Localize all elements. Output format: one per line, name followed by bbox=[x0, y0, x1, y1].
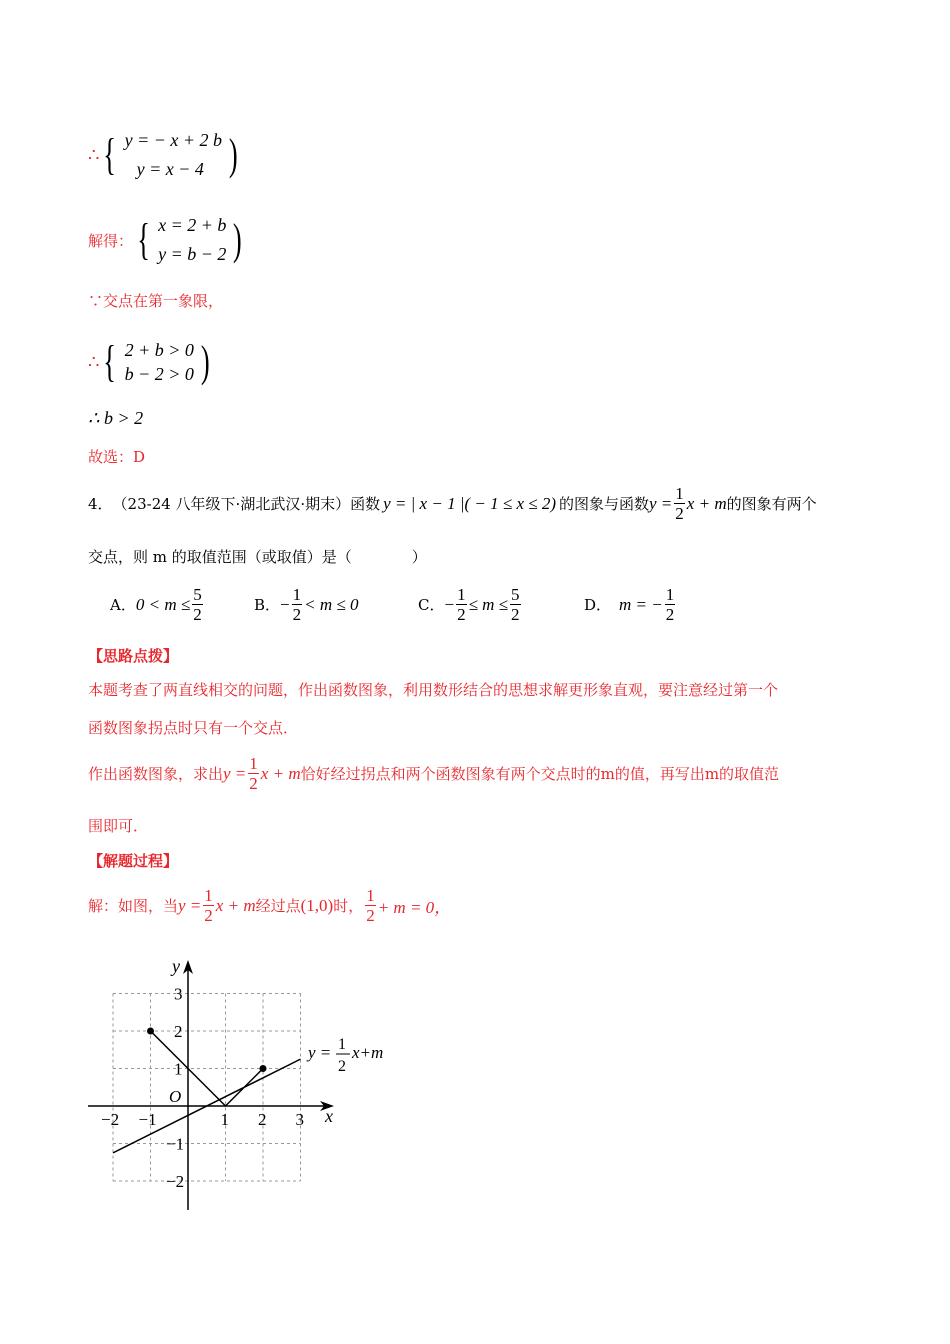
solution-line: 解：如图，当 y = $\frac{1}{2}$ x + m 经过点 (1,0) 时， $\frac{1}{2}$ + m = 0， bbox=[88, 886, 452, 925]
function-2-fraction: $\frac{1}{2}$ bbox=[675, 484, 684, 523]
line-label-num: 1 bbox=[338, 1036, 346, 1053]
therefore-symbol: ∴ bbox=[88, 351, 100, 373]
hint-para-1-line-2: 函数图象拐点时只有一个交点． bbox=[88, 719, 299, 737]
x-tick-label: −2 bbox=[101, 1110, 120, 1129]
endpoint-dot bbox=[147, 1028, 154, 1035]
y-axis-label: y bbox=[172, 956, 180, 976]
y-tick-label: 2 bbox=[174, 1022, 183, 1041]
right-paren: ) bbox=[228, 130, 238, 179]
left-brace: { bbox=[137, 215, 150, 264]
x-axis-label: x bbox=[325, 1106, 333, 1126]
hint-title: 【思路点拨】 bbox=[88, 647, 179, 665]
hint-para-2-line-1: 作出函数图象，求出 y = $\frac{1}{2}$ x + m 恰好经过拐点和两个函数图象有两个交点时的m的值，再写出m的取值范 bbox=[88, 754, 780, 793]
system-1 bbox=[88, 126, 241, 184]
x-tick-label: 2 bbox=[258, 1110, 267, 1129]
therefore-symbol: ∴ bbox=[88, 144, 100, 166]
hint-para-1-line-1: 本题考查了两直线相交的问题，作出函数图象，利用数形结合的思想求解更形象直观，要注意经过第一个 bbox=[88, 681, 779, 699]
conclusion: ∴ b > 2 bbox=[88, 408, 144, 428]
y-tick-label: −1 bbox=[166, 1134, 185, 1154]
function-2-y: y = bbox=[649, 493, 673, 513]
solution-title: 【解题过程】 bbox=[88, 852, 179, 870]
endpoint-dot bbox=[260, 1065, 267, 1072]
question-number: 4． bbox=[88, 495, 113, 513]
y-tick-label: 1 bbox=[174, 1059, 183, 1079]
line-label-y: y = bbox=[308, 1043, 332, 1062]
y-tick-label: 3 bbox=[174, 984, 183, 1004]
equation-1: y = − x + 2 b bbox=[124, 130, 222, 150]
equation-2: y = x − 4 bbox=[136, 159, 204, 179]
x-tick-label: −1 bbox=[138, 1110, 157, 1129]
right-paren: ) bbox=[233, 215, 243, 264]
option-b[interactable]: B． − $\frac{1}{2}$ < m ≤ 0 bbox=[254, 585, 359, 624]
system-3 bbox=[88, 338, 213, 386]
y-tick-label: −2 bbox=[166, 1172, 185, 1191]
line-label-rest: x+m bbox=[352, 1043, 384, 1062]
line-label-den: 2 bbox=[338, 1058, 346, 1075]
option-c[interactable]: C． − $\frac{1}{2}$ ≤ m ≤ $\frac{5}{2}$ bbox=[418, 585, 520, 624]
question-mid: 的图象与函数 bbox=[559, 495, 650, 513]
equation-x: x = 2 + b bbox=[158, 215, 227, 235]
x-tick-label: 1 bbox=[220, 1110, 229, 1129]
solve-label: 解得： bbox=[88, 231, 134, 250]
answer-choice: 故选：D bbox=[88, 448, 146, 466]
inequality-1: 2 + b > 0 bbox=[124, 340, 194, 360]
function-2-rest: x + m bbox=[686, 493, 727, 513]
question-tail: 的图象有两个 bbox=[726, 495, 817, 513]
option-a[interactable]: A． 0 < m ≤ $\frac{5}{2}$ bbox=[110, 585, 202, 624]
left-brace: { bbox=[103, 130, 117, 179]
function-1: y = | x − 1 |( − 1 ≤ x ≤ 2) bbox=[383, 493, 556, 513]
left-brace: { bbox=[103, 337, 117, 386]
hint-para-2-line-2: 围即可． bbox=[88, 817, 149, 835]
x-tick-label: 3 bbox=[295, 1110, 304, 1129]
origin-label: O bbox=[169, 1087, 182, 1106]
inequality-2: b − 2 > 0 bbox=[124, 364, 194, 384]
because-text: ∵交点在第一象限， bbox=[88, 292, 224, 310]
question-4-line-1 bbox=[88, 484, 817, 523]
equation-y: y = b − 2 bbox=[158, 244, 227, 264]
question-source: （23-24 八年级下·湖北武汉·期末）函数 bbox=[112, 495, 381, 513]
function-graph bbox=[80, 950, 420, 1220]
right-paren: ) bbox=[200, 337, 210, 386]
x-tick-labels bbox=[101, 1110, 304, 1129]
system-2 bbox=[88, 211, 245, 269]
option-d[interactable]: D． m = − $\frac{1}{2}$ bbox=[584, 585, 675, 624]
question-4-line-2: 交点，则 m 的取值范围（或取值）是（ ） bbox=[88, 548, 427, 566]
